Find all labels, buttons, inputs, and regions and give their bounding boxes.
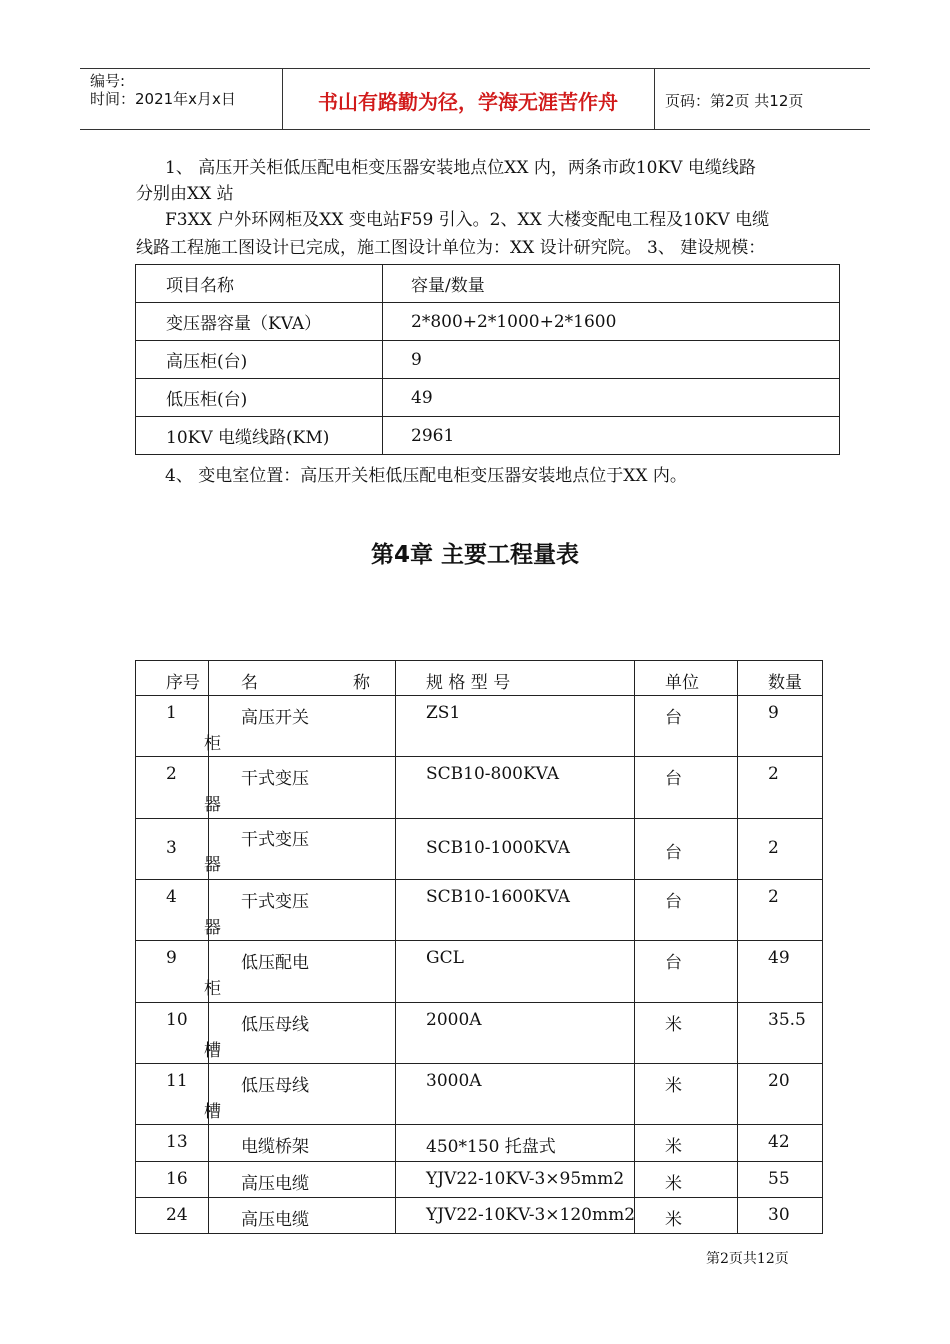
qty-cell	[738, 696, 823, 757]
header-spec-label: 规 格 型 号	[426, 673, 511, 693]
scale-value-cell: 9	[383, 341, 840, 379]
unit-text: 台	[665, 843, 682, 863]
spec-cell	[396, 1125, 635, 1162]
header-name-label-b: 称	[353, 673, 370, 693]
name-cell	[209, 1162, 396, 1198]
header-qty-label: 数量	[768, 673, 802, 693]
header-name-label-a: 名	[241, 673, 258, 693]
qty-text: 55	[768, 1169, 790, 1189]
spec-text: ZS1	[426, 703, 461, 723]
qty-cell	[738, 941, 823, 1003]
seq-text: 2	[166, 764, 177, 784]
spec-text: 3000A	[426, 1071, 482, 1091]
name-cell	[204, 819, 396, 880]
unit-text: 台	[665, 953, 682, 973]
seq-cell	[136, 757, 209, 819]
name-cell	[204, 941, 396, 1003]
spec-text: YJV22-10KV-3×95mm2	[426, 1169, 625, 1189]
table-row	[136, 417, 840, 455]
scale-item-cell: 10KV 电缆线路(KM)	[136, 417, 383, 455]
header-seq-label: 序号	[166, 673, 200, 693]
unit-text: 台	[665, 708, 682, 728]
spec-cell	[396, 757, 635, 819]
qty-cell	[738, 819, 823, 880]
qty-cell	[738, 1198, 823, 1234]
seq-cell	[136, 696, 209, 757]
qty-cell	[738, 1162, 823, 1198]
intro-line-2: 分别由XX 站	[136, 184, 234, 204]
table-row	[136, 941, 823, 1003]
unit-cell	[635, 1003, 738, 1064]
seq-text: 9	[166, 948, 177, 968]
table-row	[136, 757, 823, 819]
qty-cell	[738, 1125, 823, 1162]
header-top-rule	[80, 68, 870, 69]
seq-text: 10	[166, 1010, 188, 1030]
spec-text: 2000A	[426, 1010, 482, 1030]
unit-text: 米	[665, 1076, 682, 1096]
spec-cell	[396, 1162, 635, 1198]
table-row	[136, 303, 840, 341]
spec-text: SCB10-800KVA	[426, 764, 560, 784]
name-text: 低压母线	[241, 1076, 309, 1096]
unit-cell	[635, 941, 738, 1003]
seq-cell	[136, 941, 209, 1003]
table-header-row	[136, 661, 823, 696]
name-text: 干式变压	[241, 892, 309, 912]
unit-cell	[635, 757, 738, 819]
qty-cell	[738, 1003, 823, 1064]
header-seq	[136, 661, 209, 696]
spec-text: GCL	[426, 948, 464, 968]
seq-cell	[136, 880, 209, 941]
unit-cell	[635, 1064, 738, 1125]
unit-text: 米	[665, 1174, 682, 1194]
seq-text: 1	[166, 703, 177, 723]
qty-text: 2	[768, 764, 779, 784]
name-cell	[204, 696, 396, 757]
seq-text: 16	[166, 1169, 188, 1189]
table-row	[136, 379, 840, 417]
scale-value-cell: 容量/数量	[383, 265, 840, 303]
unit-text: 台	[665, 769, 682, 789]
seq-cell	[136, 1125, 209, 1162]
table-row	[136, 696, 823, 757]
table-row	[136, 819, 823, 880]
scale-value-cell: 2961	[383, 417, 840, 455]
qty-text: 2	[768, 838, 779, 858]
scale-value-cell: 2*800+2*1000+2*1600	[383, 303, 840, 341]
name-text: 高压电缆	[241, 1210, 309, 1230]
header-name	[209, 661, 396, 696]
name-cell	[204, 757, 396, 819]
name-text: 干式变压	[241, 830, 309, 850]
name-tail-text: 柜	[204, 734, 221, 754]
page-info: 页码：第2页 共12页	[665, 92, 804, 110]
spec-text: SCB10-1600KVA	[426, 887, 570, 907]
scale-item-cell: 项目名称	[136, 265, 383, 303]
unit-text: 台	[665, 892, 682, 912]
seq-cell	[136, 1162, 209, 1198]
qty-text: 30	[768, 1205, 790, 1225]
qty-cell	[738, 1064, 823, 1125]
table-row	[136, 1003, 823, 1064]
unit-cell	[635, 880, 738, 941]
spec-cell	[396, 941, 635, 1003]
chapter-title: 第4章 主要工程量表	[370, 542, 579, 568]
seq-text: 3	[166, 838, 177, 858]
qty-cell	[738, 880, 823, 941]
intro-line-3: F3XX 户外环网柜及XX 变电站F59 引入。2、XX 大楼变配电工程及10KV 电缆	[165, 210, 770, 230]
seq-text: 13	[166, 1132, 188, 1152]
unit-cell	[635, 1162, 738, 1198]
scale-item-cell: 低压柜(台)	[136, 379, 383, 417]
qty-text: 35.5	[768, 1010, 806, 1030]
header-bottom-rule	[80, 129, 870, 130]
serial-label: 编号:	[90, 72, 126, 90]
time-label: 时间：2021年x月x日	[90, 90, 236, 108]
spec-cell	[396, 880, 635, 941]
seq-text: 24	[166, 1205, 188, 1225]
unit-cell	[635, 819, 738, 880]
name-cell	[204, 880, 396, 941]
spec-cell	[396, 1198, 635, 1234]
name-cell	[204, 1064, 396, 1125]
table-row	[136, 1198, 823, 1234]
table-row	[136, 1162, 823, 1198]
unit-text: 米	[665, 1137, 682, 1157]
qty-cell	[738, 757, 823, 819]
qty-text: 9	[768, 703, 779, 723]
seq-text: 4	[166, 887, 177, 907]
name-tail-text: 器	[204, 918, 221, 938]
spec-text: SCB10-1000KVA	[426, 838, 570, 858]
seq-cell	[136, 1003, 209, 1064]
name-cell	[209, 1125, 396, 1162]
table-row	[136, 341, 840, 379]
page-footer: 第2页共12页	[706, 1251, 789, 1267]
name-tail-text: 槽	[204, 1041, 221, 1061]
name-cell	[204, 1003, 396, 1064]
header-unit	[635, 661, 738, 696]
location-text: 4、 变电室位置：高压开关柜低压配电柜变压器安装地点位于XX 内。	[165, 466, 687, 486]
name-cell	[209, 1198, 396, 1234]
name-text: 干式变压	[241, 769, 309, 789]
name-text: 电缆桥架	[241, 1137, 309, 1157]
header-divider-2	[654, 68, 655, 130]
spec-cell	[396, 819, 635, 880]
name-tail-text: 槽	[204, 1102, 221, 1122]
unit-cell	[635, 1198, 738, 1234]
spec-cell	[396, 696, 635, 757]
scale-item-cell: 高压柜(台)	[136, 341, 383, 379]
unit-text: 米	[665, 1210, 682, 1230]
name-tail-text: 器	[204, 795, 221, 815]
seq-cell	[136, 1198, 209, 1234]
spec-cell	[396, 1064, 635, 1125]
name-text: 低压母线	[241, 1015, 309, 1035]
qty-text: 20	[768, 1071, 790, 1091]
intro-line-4: 线路工程施工图设计已完成，施工图设计单位为：XX 设计研究院。 3、 建设规模：	[136, 238, 766, 258]
spec-cell	[396, 1003, 635, 1064]
name-tail-text: 器	[204, 855, 221, 875]
unit-cell	[635, 1125, 738, 1162]
unit-cell	[635, 696, 738, 757]
table-row	[136, 1064, 823, 1125]
name-tail-text: 柜	[204, 979, 221, 999]
scale-value-cell: 49	[383, 379, 840, 417]
quantity-table-body	[136, 696, 823, 1234]
scale-table	[135, 264, 840, 455]
qty-text: 2	[768, 887, 779, 907]
qty-text: 49	[768, 948, 790, 968]
seq-cell	[136, 819, 209, 880]
table-row	[136, 880, 823, 941]
table-row	[136, 265, 840, 303]
table-row	[136, 1125, 823, 1162]
spec-text: YJV22-10KV-3×120mm2	[426, 1205, 636, 1225]
quantity-table	[135, 660, 823, 1234]
header-motto: 书山有路勤为径，学海无涯苦作舟	[318, 90, 618, 114]
unit-text: 米	[665, 1015, 682, 1035]
scale-item-cell: 变压器容量（KVA）	[136, 303, 383, 341]
name-text: 低压配电	[241, 953, 309, 973]
header-unit-label: 单位	[665, 673, 699, 693]
intro-line-1: 1、 高压开关柜低压配电柜变压器安装地点位XX 内，两条市政10KV 电缆线路	[165, 158, 756, 178]
seq-cell	[136, 1064, 209, 1125]
name-text: 高压开关	[241, 708, 309, 728]
name-text: 高压电缆	[241, 1174, 309, 1194]
qty-text: 42	[768, 1132, 790, 1152]
header-qty	[738, 661, 823, 696]
header-spec	[396, 661, 635, 696]
seq-text: 11	[166, 1071, 188, 1091]
spec-text: 450*150 托盘式	[426, 1137, 556, 1157]
